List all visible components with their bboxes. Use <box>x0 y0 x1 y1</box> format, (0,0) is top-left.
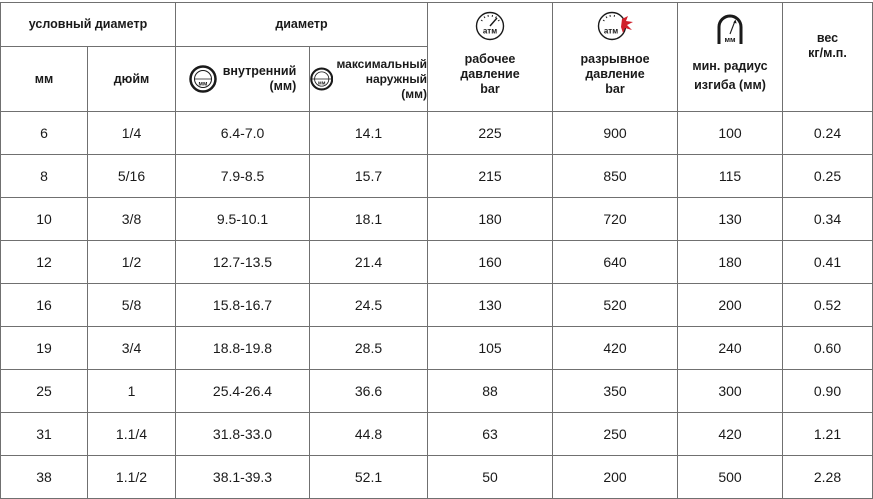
cell-outer: 24.5 <box>310 284 428 327</box>
cell-work: 63 <box>428 413 553 456</box>
bend-radius-icon <box>713 11 747 45</box>
cell-mm: 6 <box>1 112 88 155</box>
cell-inner: 15.8-16.7 <box>176 284 310 327</box>
cell-mm: 12 <box>1 241 88 284</box>
cell-burst: 640 <box>553 241 678 284</box>
cell-work: 215 <box>428 155 553 198</box>
burst-pressure-unit: bar <box>553 82 677 97</box>
cell-inner: 6.4-7.0 <box>176 112 310 155</box>
cell-work: 50 <box>428 456 553 499</box>
inner-diameter-unit: (мм) <box>223 79 297 94</box>
cell-radius: 420 <box>678 413 783 456</box>
cell-inner: 25.4-26.4 <box>176 370 310 413</box>
cell-inner: 18.8-19.8 <box>176 327 310 370</box>
burst-gauge-icon <box>595 11 635 41</box>
cell-radius: 200 <box>678 284 783 327</box>
cell-inch: 1/2 <box>88 241 176 284</box>
header-nominal-diameter: условный диаметр <box>1 3 176 47</box>
svg-text:мм: мм <box>318 80 326 86</box>
cell-work: 130 <box>428 284 553 327</box>
cell-inch: 1 <box>88 370 176 413</box>
cell-work: 105 <box>428 327 553 370</box>
cell-mm: 25 <box>1 370 88 413</box>
cell-radius: 130 <box>678 198 783 241</box>
cell-radius: 115 <box>678 155 783 198</box>
table-row <box>1 327 873 370</box>
svg-text:мм: мм <box>198 82 207 88</box>
table-row <box>1 241 873 284</box>
outer-diameter-label-2: наружный <box>336 72 427 87</box>
header-mm: мм <box>1 47 88 112</box>
cell-outer: 18.1 <box>310 198 428 241</box>
cell-mm: 10 <box>1 198 88 241</box>
cell-burst: 250 <box>553 413 678 456</box>
cell-outer: 28.5 <box>310 327 428 370</box>
cell-outer: 52.1 <box>310 456 428 499</box>
cell-radius: 180 <box>678 241 783 284</box>
cell-outer: 44.8 <box>310 413 428 456</box>
cell-burst: 720 <box>553 198 678 241</box>
hose-spec-table <box>0 2 873 499</box>
cell-work: 180 <box>428 198 553 241</box>
cell-outer: 15.7 <box>310 155 428 198</box>
header-inch: дюйм <box>88 47 176 112</box>
inner-diameter-label: внутренний <box>223 64 297 79</box>
cell-burst: 850 <box>553 155 678 198</box>
cell-inch: 3/4 <box>88 327 176 370</box>
table-row <box>1 155 873 198</box>
cell-inner: 9.5-10.1 <box>176 198 310 241</box>
inner-diameter-ring-icon <box>189 65 217 93</box>
weight-unit: кг/м.п. <box>783 46 872 61</box>
cell-radius: 240 <box>678 327 783 370</box>
header-working-pressure <box>428 3 553 112</box>
cell-inch: 1/4 <box>88 112 176 155</box>
pressure-gauge-icon <box>473 11 507 41</box>
cell-mm: 31 <box>1 413 88 456</box>
cell-burst: 200 <box>553 456 678 499</box>
cell-weight: 0.41 <box>783 241 873 284</box>
cell-weight: 0.34 <box>783 198 873 241</box>
table-row <box>1 456 873 499</box>
bend-radius-label-2: изгиба (мм) <box>678 78 782 93</box>
cell-weight: 0.52 <box>783 284 873 327</box>
cell-burst: 900 <box>553 112 678 155</box>
cell-outer: 14.1 <box>310 112 428 155</box>
table-row <box>1 413 873 456</box>
header-bend-radius <box>678 3 783 112</box>
cell-mm: 19 <box>1 327 88 370</box>
cell-inch: 3/8 <box>88 198 176 241</box>
table-row <box>1 112 873 155</box>
cell-mm: 38 <box>1 456 88 499</box>
header-inner-diameter <box>176 47 310 112</box>
header-weight <box>783 3 873 112</box>
cell-weight: 0.90 <box>783 370 873 413</box>
cell-burst: 420 <box>553 327 678 370</box>
cell-work: 88 <box>428 370 553 413</box>
cell-weight: 0.24 <box>783 112 873 155</box>
cell-weight: 2.28 <box>783 456 873 499</box>
cell-inner: 12.7-13.5 <box>176 241 310 284</box>
cell-burst: 350 <box>553 370 678 413</box>
cell-radius: 500 <box>678 456 783 499</box>
header-burst-pressure <box>553 3 678 112</box>
working-pressure-unit: bar <box>428 82 552 97</box>
cell-outer: 21.4 <box>310 241 428 284</box>
cell-inch: 1.1/2 <box>88 456 176 499</box>
working-pressure-label-2: давление <box>428 67 552 82</box>
cell-inch: 1.1/4 <box>88 413 176 456</box>
cell-outer: 36.6 <box>310 370 428 413</box>
cell-radius: 300 <box>678 370 783 413</box>
cell-inch: 5/16 <box>88 155 176 198</box>
cell-weight: 1.21 <box>783 413 873 456</box>
cell-inch: 5/8 <box>88 284 176 327</box>
table-body <box>1 112 873 499</box>
svg-text:атм: атм <box>483 27 497 36</box>
header-outer-diameter <box>310 47 428 112</box>
svg-text:мм: мм <box>724 35 736 44</box>
cell-inner: 31.8-33.0 <box>176 413 310 456</box>
table-row <box>1 198 873 241</box>
cell-weight: 0.60 <box>783 327 873 370</box>
cell-weight: 0.25 <box>783 155 873 198</box>
outer-diameter-ring-icon <box>310 65 333 93</box>
burst-pressure-label-1: разрывное <box>553 52 677 67</box>
table-row <box>1 284 873 327</box>
cell-inner: 38.1-39.3 <box>176 456 310 499</box>
cell-work: 225 <box>428 112 553 155</box>
cell-burst: 520 <box>553 284 678 327</box>
table-row <box>1 370 873 413</box>
burst-pressure-label-2: давление <box>553 67 677 82</box>
cell-mm: 8 <box>1 155 88 198</box>
svg-text:атм: атм <box>604 27 618 36</box>
outer-diameter-unit: (мм) <box>336 87 427 102</box>
cell-radius: 100 <box>678 112 783 155</box>
cell-mm: 16 <box>1 284 88 327</box>
outer-diameter-label-1: максимальный <box>336 57 427 72</box>
bend-radius-label-1: мин. радиус <box>678 59 782 74</box>
cell-work: 160 <box>428 241 553 284</box>
header-diameter: диаметр <box>176 3 428 47</box>
weight-label: вес <box>783 31 872 46</box>
working-pressure-label-1: рабочее <box>428 52 552 67</box>
cell-inner: 7.9-8.5 <box>176 155 310 198</box>
